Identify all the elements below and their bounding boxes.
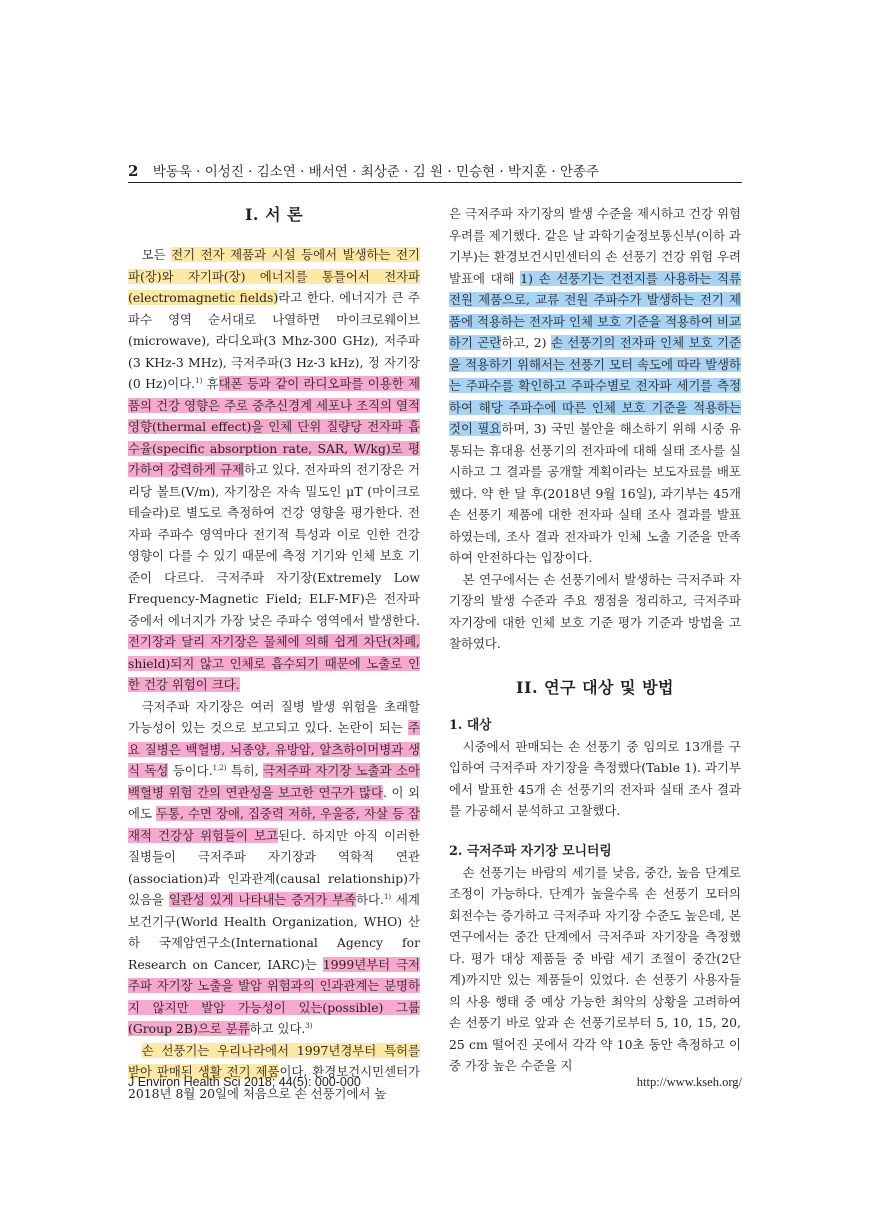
body-text: 극저주파 자기장은 여러 질병 발생 위험을 초래할 가능성이 있는 것으로 보고되고 있다. 논란이 되는 — [128, 698, 420, 735]
section-title-methods: II. 연구 대상 및 방법 — [515, 677, 674, 697]
highlighted-text: 손 선풍기는 우리나라에서 1997년경부터 특허를 받아 판매된 생활 전기 제품 — [128, 1042, 420, 1079]
highlighted-text: 전기 전자 제품과 시설 등에서 발생하는 전기파(장)와 자기파(장) 에너지를 통틀어서 전자파(electromagnetic fields) — [128, 247, 420, 305]
journal-url[interactable]: http://www.kseh.org/ — [636, 1075, 742, 1089]
page-number: 2 — [128, 162, 139, 180]
body-text: 등이다. — [168, 763, 213, 778]
body-text: 하고 있다. 전자파의 전기장은 거리당 볼트(V/m), 자기장은 자속 밀도인 μT (마이크로테슬라)로 별도로 측정하여 건강 영향을 평가한다. 전자파 주파수 영역마다 전기적 특성과 이로 인한 건강 영향이 다를 수 있기 때문에 측정 기기와 인체 보호 기준이 다르다. 극저주파 자기장(Extremely Low Frequency-Magnetic Field; ELF-MF)은 전자파 중에서 에너지가 가장 낮은 주파수 영역에서 발생한다. — [128, 462, 420, 628]
highlighted-text: 두통, 수면 장애, 집중력 저하, 우울증, 자살 등 잠재적 건강상 위험들이 보고 — [128, 806, 420, 843]
body-text: 된다. 하지만 아직 이러한 질병들이 극저주파 자기장과 역학적 연관(association)과 인과관계(causal relationship)가 있음을 — [128, 827, 420, 907]
highlighted-text: 손 선풍기의 전자파 인체 보호 기준을 적용하기 위해서는 선풍기 모터 속도에 따라 발생하는 주파수를 확인하고 주파수별로 전자파 세기를 측정하여 해당 주파수에 따른 인체 보호 기준을 적용하는 것이 필요 — [449, 335, 741, 436]
body-text: 이다. 환경보건시민센터가 2018년 8월 20일에 처음으로 손 선풍기에서 높 — [128, 1064, 420, 1101]
body-text: 하며, 3) 국민 불안을 해소하기 위해 시중 유통되는 휴대용 선풍기의 전자파에 대해 실태 조사를 실시하고 그 결과를 공개할 계획이라는 보도자료를 배포했다. 약 한 달 후(2018년 9월 16일), 과기부는 45개 손 선풍기 제품에 대한 전자파 실태 조사 결과를 발표하였는데, 조사 결과 전자파가 인체 노출 기준을 만족하여 안전하다는 입장이다. — [449, 421, 741, 565]
body-text: 모든 — [141, 247, 172, 262]
body-text: 하다. — [356, 892, 384, 907]
intro-paragraph-1 — [128, 244, 420, 696]
citation-superscript: 1) — [383, 892, 392, 901]
highlighted-text: 극저주파 자기장 노출과 소아 백혈병 위험 간의 연관성을 보고한 연구가 많다 — [128, 763, 420, 800]
body-text: 하고 있다. — [249, 1021, 306, 1036]
citation-superscript: 1) — [195, 376, 203, 385]
highlighted-text: 1999년부터 극저주파 자기장 노출을 발암 위험과의 인과관계는 분명하지 않지만 발암 가능성이 있는(possible) 그룹(Group 2B)으로 분류 — [128, 956, 420, 1036]
body-text: 라고 한다. 에너지가 큰 주파수 영역 순서대로 나열하면 마이크로웨이브(microwave), 라디오파(3 Mhz-300 GHz), 저주파(3 KHz-3 MHz), 극저주파(3 Hz-3 kHz), 정 자기장(0 Hz)이다. — [128, 290, 420, 391]
highlighted-text: 일관성 있게 나타내는 증거가 부족 — [168, 892, 357, 907]
highlighted-text: 대폰 등과 같이 라디오파를 이용한 제품의 건강 영향은 주로 중추신경계 세포나 조직의 열적 영향(thermal effect)을 인체 단위 질량당 전자파 흡수율(specific absorption rate, SAR, W/kg)로 평가하여 강력하게 규제 — [128, 376, 420, 477]
body-text: 세계보건기구(World Health Organization, WHO) 산하 국제암연구소(International Agency for Research on Cancer, IARC)는 — [128, 892, 420, 972]
intro-paragraph-2 — [128, 696, 420, 1040]
author-list: 박동욱 · 이성진 · 김소연 · 배서연 · 최상준 · 김 원 · 민승현 · 박지훈 · 안종주 — [152, 164, 600, 180]
left-column — [128, 203, 420, 1104]
subsection-text-monitoring: 손 선풍기는 바람의 세기를 낮음, 중간, 높음 단계로 조정이 가능하다. 단계가 높을수록 손 선풍기 모터의 회전수는 증가하고 극저주파 자기장 수준도 높은데, 본 연구에서는 중간 단계에서 극저주파 자기장을 측정했다. 평가 대상 제품들 중 바람 세기 조절이 중간(2단계)까지만 있는 제품들이 있었다. 손 선풍기 사용자들의 사용 행태 중 예상 가능한 최악의 상황을 고려하여 손 선풍기 바로 앞과 손 선풍기로부터 5, 10, 15, 20, 25 cm 떨어진 곳에서 각각 약 10초 동안 측정하고 이 중 가장 높은 수준을 지 — [449, 864, 741, 1073]
header-divider — [128, 182, 742, 183]
body-text: 특히, — [226, 763, 264, 778]
body-text: 은 극저주파 자기장의 발생 수준을 제시하고 건강 위험 우려를 제기했다. 같은 날 과학기술정보통신부(이하 과기부)는 환경보건시민센터의 손 선풍기 건강 위험 우려 발표에 대해 — [449, 206, 741, 286]
highlighted-text: 1) 손 선풍기는 건전지를 사용하는 직류 전원 제품으로, 교류 전원 주파수가 발생하는 전기 제품에 적용하는 전자파 인체 보호 기준을 적용하여 비교하기 곤란 — [449, 270, 741, 350]
intro-paragraph-continued — [449, 203, 741, 569]
subsection-title-subjects: 1. 대상 — [449, 717, 492, 733]
intro-paragraph-aim: 본 연구에서는 손 선풍기에서 발생하는 극저주파 자기장의 발생 수준과 주요 쟁점을 정리하고, 극저주파 자기장에 대한 인체 보호 기준 평가 기준과 방법을 고찰하였다. — [449, 571, 741, 651]
subsection-text-subjects: 시중에서 판매되는 손 선풍기 중 임의로 13개를 구입하여 극저주파 자기장을 측정했다(Table 1). 과기부에서 발표한 45개 손 선풍기의 전자파 실태 조사 결과를 가공해서 분석하고 고찰했다. — [449, 738, 741, 818]
journal-citation: J Environ Health Sci 2018; 44(5): 000-000 — [128, 1075, 361, 1089]
body-text: . 이 외에도 — [128, 784, 420, 821]
highlighted-text: 주요 질병은 백혈병, 뇌종양, 유방암, 알츠하이머병과 생식 독성 — [128, 720, 420, 778]
section-title-introduction: I. 서 론 — [244, 205, 304, 224]
citation-superscript: 3) — [305, 1021, 313, 1030]
running-header — [128, 160, 742, 182]
highlighted-text: 전기장과 달리 자기장은 물체에 의해 쉽게 차단(차폐, shield)되지 않고 인체로 흡수되기 때문에 노출로 인한 건강 위험이 크다. — [128, 634, 420, 692]
citation-superscript: 1,2) — [212, 763, 227, 772]
body-text: 휴 — [202, 376, 219, 391]
subsection-title-monitoring: 2. 극저주파 자기장 모니터링 — [449, 843, 612, 859]
intro-paragraph-3 — [128, 1040, 420, 1105]
right-column — [449, 203, 741, 1077]
body-text: 하고, 2) — [501, 335, 551, 350]
